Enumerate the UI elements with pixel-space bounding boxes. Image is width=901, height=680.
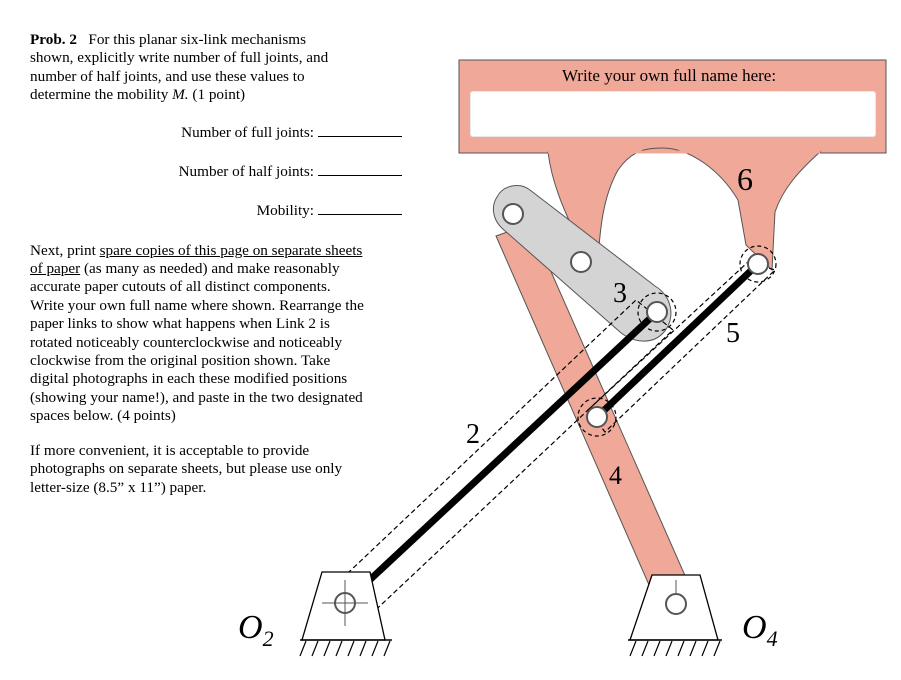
intro-line-3: number of half joints, and use these values to xyxy=(30,67,305,85)
label-o2: $O_2$ xyxy=(238,609,274,651)
instr-underlined-b: of paper xyxy=(30,260,81,278)
mobility-symbol: M. xyxy=(172,86,189,104)
instr-line-1: (as many as needed) and make reasonably xyxy=(83,260,340,278)
mobility-label: Mobility: xyxy=(256,201,314,219)
problem-label: Prob. 2 xyxy=(30,31,77,48)
intro-line-1: For this planar six-link mechanisms xyxy=(88,31,307,48)
instr-line-4: paper links to show what happens when Link 2 is xyxy=(30,315,330,333)
instr-line-8: (showing your name!), and paste in the two designated xyxy=(30,388,363,406)
photo-line-3: letter-size (8.5” x 11”) paper. xyxy=(30,478,207,496)
instr-before: Next, print xyxy=(30,241,96,259)
full-joints-label: Number of full joints: xyxy=(181,123,314,141)
name-box-label: Write your own full name here: xyxy=(561,66,777,85)
ground-o4 xyxy=(628,575,722,656)
instr-line-7: digital photographs in each these modified positions xyxy=(30,370,348,388)
instr-line-2: accurate paper cutouts of all distinct components. xyxy=(30,278,331,296)
ground-o2 xyxy=(300,572,392,656)
instr-underlined-a: spare copies of this page on separate sheets xyxy=(99,241,363,259)
full-name-field[interactable] xyxy=(470,91,876,137)
label-link-4: 4 xyxy=(609,461,622,490)
label-link-6: 6 xyxy=(737,161,753,197)
instr-line-5: rotated noticeably counterclockwise and noticeably xyxy=(30,333,343,351)
label-o4: $O_4$ xyxy=(742,609,778,651)
intro-line-2: shown, explicitly write number of full joints, and xyxy=(30,49,329,67)
label-link-2: 2 xyxy=(466,419,480,450)
instr-line-6: clockwise from the original position shown. Take xyxy=(30,352,331,370)
label-link-3: 3 xyxy=(613,278,627,309)
instr-line-9: spaces below. (4 points) xyxy=(30,407,176,425)
intro-line-4: determine the mobility xyxy=(30,86,169,104)
half-joints-label: Number of half joints: xyxy=(178,162,314,180)
instr-line-3: Write your own full name where shown. Rearrange the xyxy=(30,296,364,314)
points-1: (1 point) xyxy=(192,86,246,104)
photo-line-1: If more convenient, it is acceptable to provide xyxy=(30,441,310,459)
label-link-5: 5 xyxy=(726,318,740,349)
photo-line-2: photographs on separate sheets, but please use only xyxy=(30,460,343,478)
